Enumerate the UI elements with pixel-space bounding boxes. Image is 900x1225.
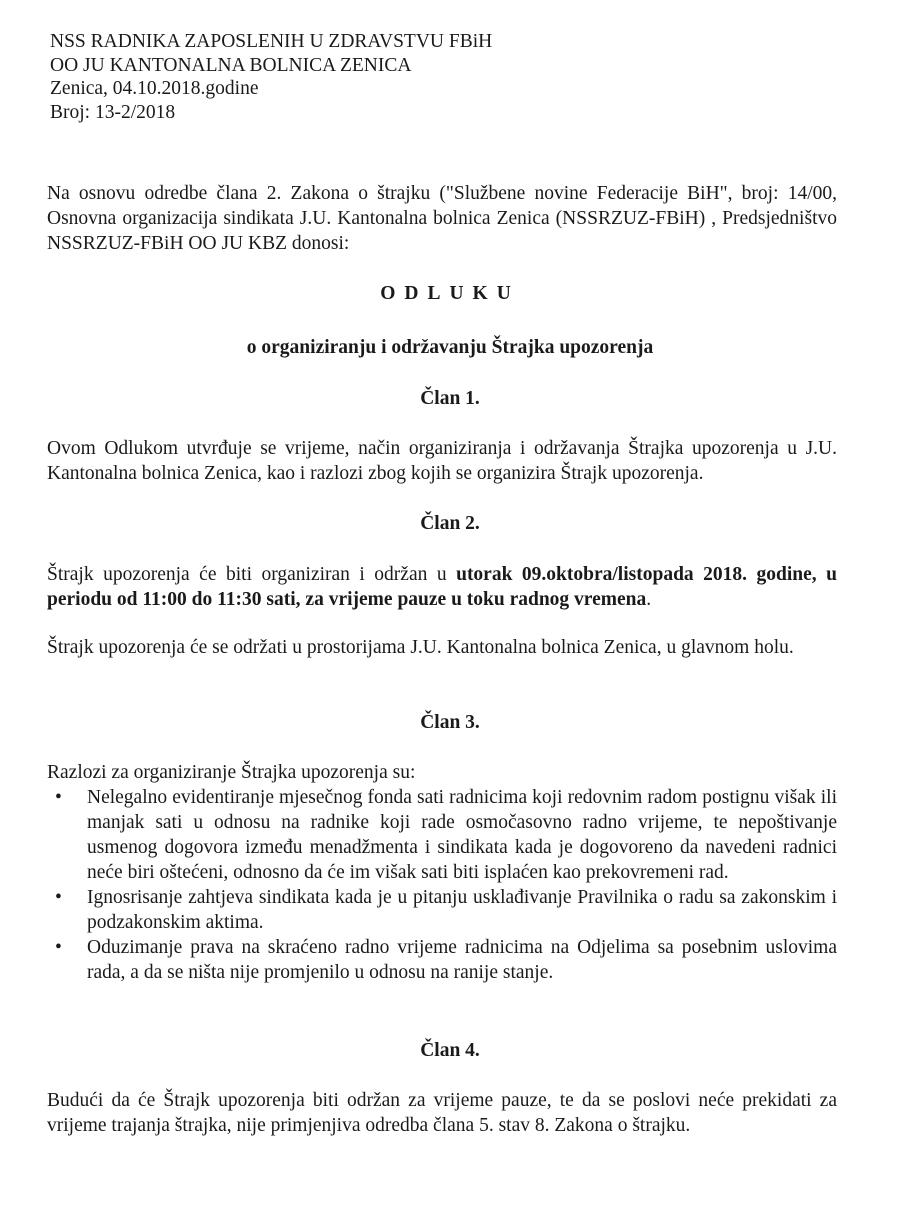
- article-2-paragraph-1: [47, 562, 837, 612]
- article-2-text-end: .: [646, 589, 652, 610]
- list-item: [47, 785, 837, 885]
- article-2-text-plain: Štrajk upozorenja će biti organiziran i održan u: [47, 564, 457, 585]
- article-2-heading: Član 2.: [420, 513, 480, 534]
- article-2-strike-time: utorak 09.oktobra/listopada 2018. godine, u periodu od 11:00 do 11:30 sati, za vrijeme pauze u toku radnog vremena: [47, 564, 837, 610]
- reason-text: Oduzimanje prava na skraćeno radno vrijeme radnicima na Odjelima sa posebnim uslovima rada, a da se ništa nije promjenilo u odnosu na ranije stanje.: [87, 937, 837, 983]
- bullet-icon: •: [55, 787, 62, 808]
- article-2-paragraph-2: Štrajk upozorenja će se održati u prostorijama J.U. Kantonalna bolnica Zenica, u glavnom holu.: [47, 637, 794, 658]
- list-item: [47, 885, 837, 935]
- organization-name: OO JU KANTONALNA BOLNICA ZENICA: [50, 54, 412, 76]
- place-date: Zenica, 04.10.2018.godine: [50, 78, 259, 99]
- reason-text: Ignosrisanje zahtjeva sindikata kada je u pitanju usklađivanje Pravilnika o radu sa zakonskim i podzakonskim aktima.: [87, 887, 837, 933]
- article-3-heading: Član 3.: [420, 712, 480, 733]
- reasons-list: [47, 785, 837, 985]
- bullet-icon: •: [55, 937, 62, 958]
- intro-paragraph: Na osnovu odredbe člana 2. Zakona o štrajku ("Službene novine Federacije BiH", broj: 14/00, Osnovna organizacija sindikata J.U. Kantonalna bolnica Zenica (NSSRZUZ-FBiH) , Predsjedništvo NSSRZUZ-FBiH OO JU KBZ donosi:: [47, 183, 837, 254]
- article-1-text: Ovom Odlukom utvrđuje se vrijeme, način organiziranja i održavanja Štrajka upozorenja u J.U. Kantonalna bolnica Zenica, kao i razlozi zbog kojih se organizira Štrajk upozorenja.: [47, 438, 837, 484]
- decision-title: ODLUKU: [380, 283, 520, 304]
- document-header: [50, 30, 492, 124]
- decision-subtitle: o organiziranju i održavanju Štrajka upozorenja: [246, 337, 654, 358]
- union-name: NSS RADNIKA ZAPOSLENIH U ZDRAVSTVU FBiH: [50, 31, 493, 52]
- article-3-lead: Razlozi za organiziranje Štrajka upozorenja su:: [47, 762, 416, 783]
- bullet-icon: •: [55, 887, 62, 908]
- reason-text: Nelegalno evidentiranje mjesečnog fonda sati radnicima koji redovnim radom postignu višak ili manjak sati u odnosu na radnike koji rade osmočasovno radno vrijeme, te nepoštivanje usmenog dogovora između menadžmenta i sindikata kada je dogovoreno da navedeni radnici neće biri oštećeni, odnosno da će im višak sati biti isplaćen kao prekovremeni rad.: [87, 787, 837, 883]
- article-4-heading: Član 4.: [420, 1040, 480, 1061]
- article-1-heading: Član 1.: [420, 388, 480, 409]
- reference-number: Broj: 13-2/2018: [50, 101, 176, 123]
- article-4-text: Budući da će Štrajk upozorenja biti održan za vrijeme pauze, te da se poslovi neće prekidati za vrijeme trajanja štrajka, nije primjenjiva odredba člana 5. stav 8. Zakona o štrajku.: [47, 1090, 837, 1136]
- list-item: [47, 935, 837, 985]
